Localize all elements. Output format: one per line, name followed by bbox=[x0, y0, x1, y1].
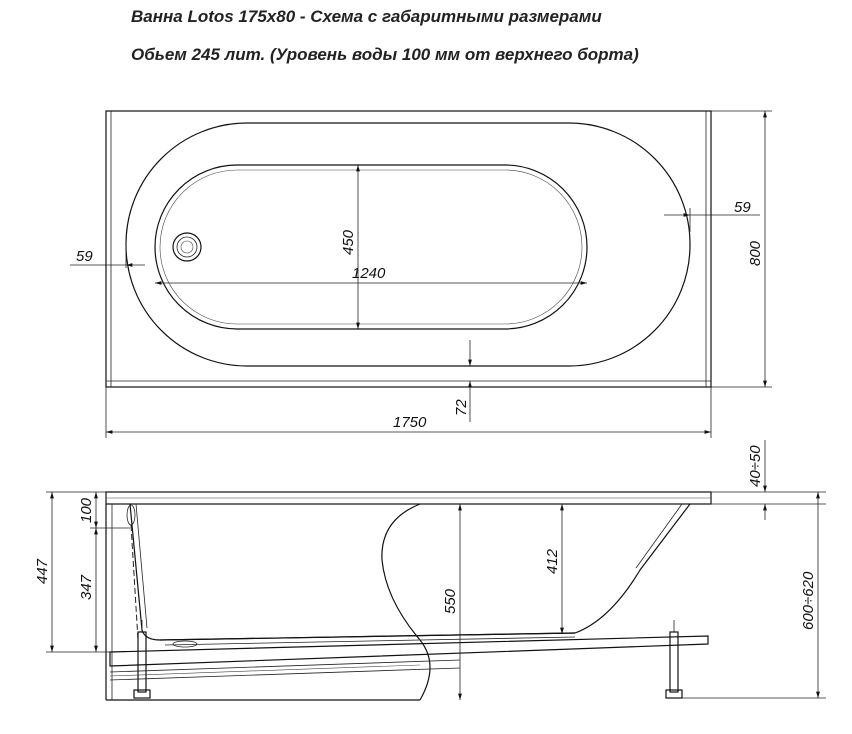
dim-inner-length: 1240 bbox=[352, 265, 386, 282]
dim-water-depth: 412 bbox=[544, 548, 561, 574]
dim-inner-width: 450 bbox=[340, 229, 357, 255]
bowl-inner-floor bbox=[155, 165, 587, 329]
dim-depth: 550 bbox=[442, 588, 459, 614]
side-view bbox=[34, 440, 826, 700]
dim-rim-right: 59 bbox=[734, 199, 751, 216]
leg-left-icon bbox=[134, 620, 150, 698]
diagram-title: Ванна Lotos 175x80 - Схема с габаритными размерами bbox=[131, 7, 602, 26]
dim-rim-left: 59 bbox=[76, 248, 93, 265]
dim-rim-bottom: 72 bbox=[453, 399, 470, 416]
tub-shell-profile bbox=[130, 504, 690, 640]
diagram-subtitle: Обьем 245 лит. (Уровень воды 100 мм от верхнего борта) bbox=[131, 45, 639, 64]
dim-width: 800 bbox=[747, 240, 764, 266]
dim-rim-height: 100 bbox=[78, 497, 95, 523]
dim-lower-height: 347 bbox=[78, 574, 95, 600]
leg-right-icon bbox=[666, 620, 682, 698]
dim-height-range: 600÷620 bbox=[800, 571, 817, 630]
dim-length: 1750 bbox=[393, 414, 427, 431]
dim-gap-range: 40÷50 bbox=[747, 445, 764, 487]
drain-icon bbox=[173, 233, 201, 261]
dim-total-height: 447 bbox=[34, 558, 51, 584]
top-view bbox=[70, 111, 772, 438]
